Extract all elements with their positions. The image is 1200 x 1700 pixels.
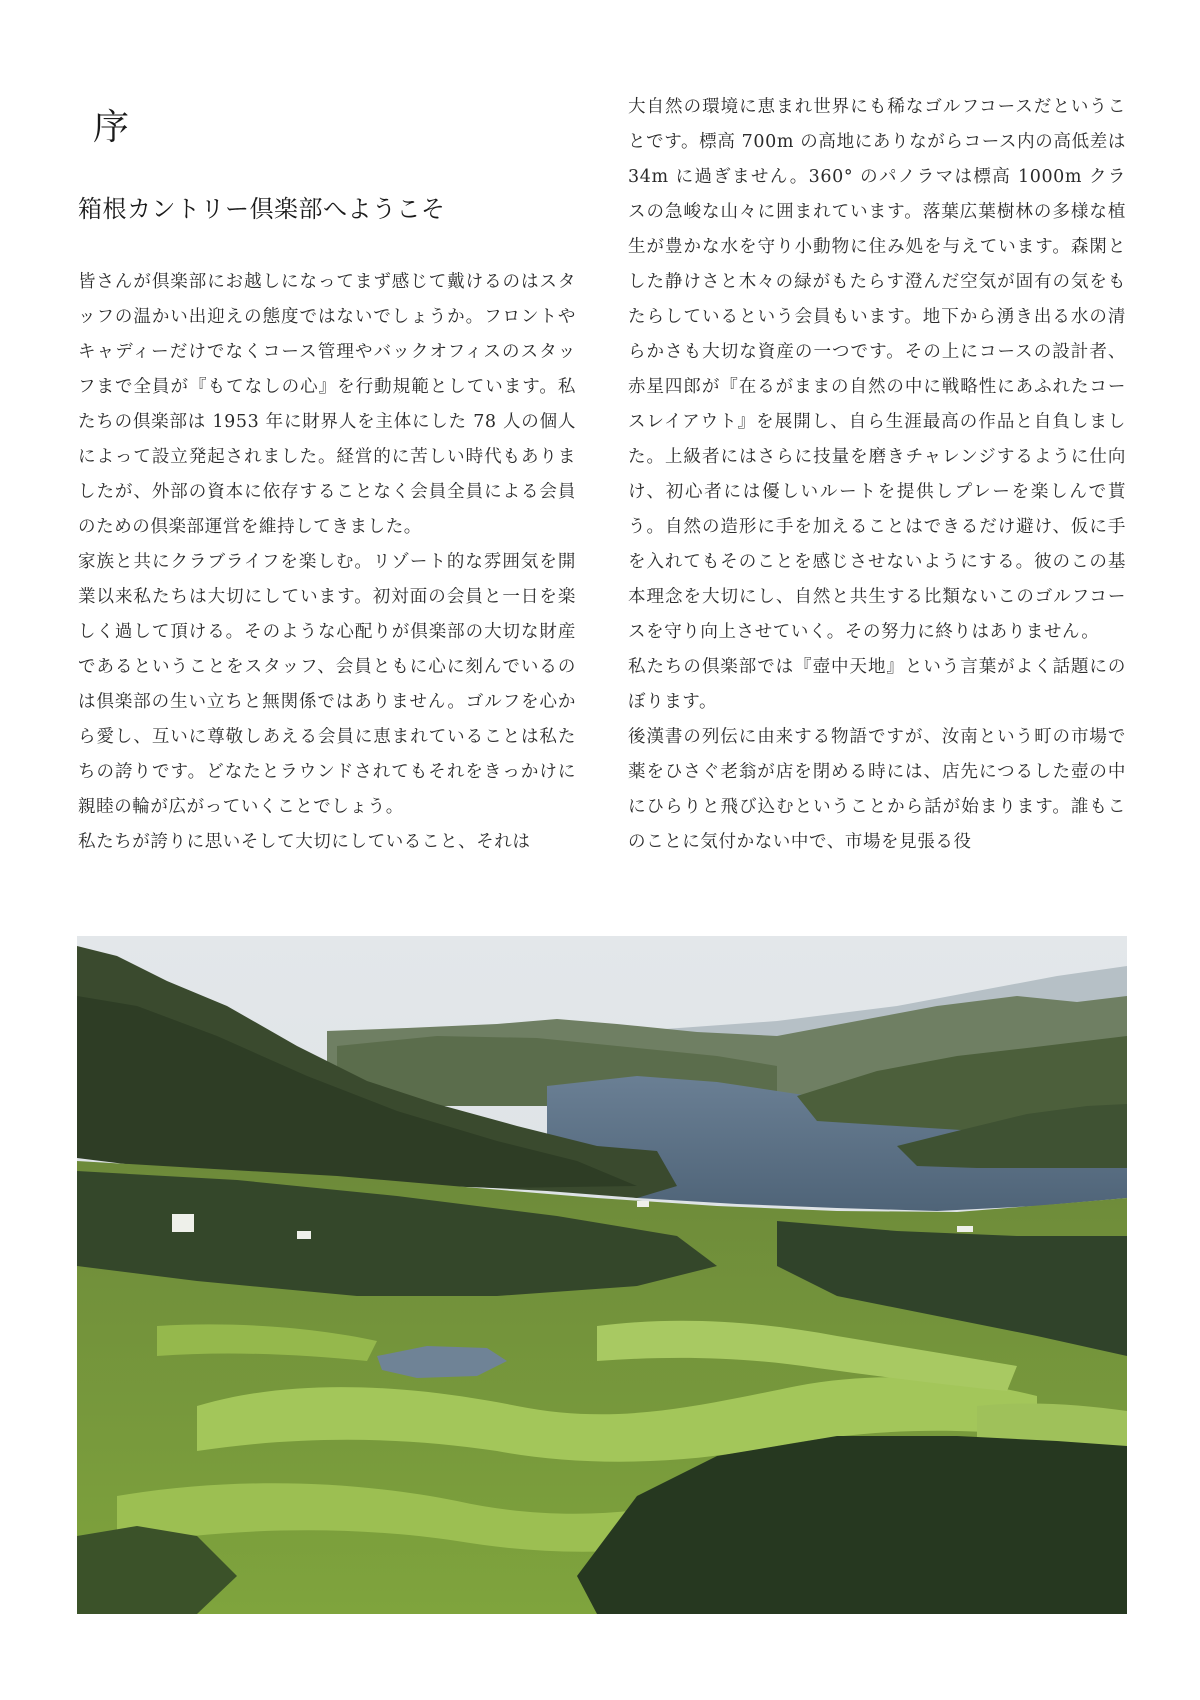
section-heading: 序 xyxy=(93,107,130,148)
right-text-column xyxy=(628,90,1126,860)
paragraph: 後漢書の列伝に由来する物語ですが、汝南という町の市場で薬をひさぐ老翁が店を閉める時には、店先につるした壺の中にひらりと飛び込むということから話が始まります。誰もこのことに気付かない中で、市場を見張る役 xyxy=(628,727,1126,852)
paragraph: 大自然の環境に恵まれ世界にも稀なゴルフコースだということです。標高 700m の高地にありながらコース内の高低差は 34m に過ぎません。360° のパノラマは標高 1000m クラスの急峻な山々に囲まれています。落葉広葉樹林の多様な植生が豊かな水を守り小動物に住み処を与えています。森閑とした静けさと木々の緑がもたらす澄んだ空気が固有の気をもたらしているという会員もいます。地下から湧き出る水の清らかさも大切な資産の一つです。その上にコースの設計者、赤星四郎が『在るがままの自然の中に戦略性にあふれたコースレイアウト』を展開し、自ら生涯最高の作品と自負しました。上級者にはさらに技量を磨きチャレンジするように仕向け、初心者には優しいルートを提供しプレーを楽しんで貰う。自然の造形に手を加えることはできるだけ避け、仮に手を入れてもそのことを感じさせないようにする。彼のこの基本理念を大切にし、自然と共生する比類ないこのゴルフコースを守り向上させていく。その努力に終りはありません。 xyxy=(628,97,1126,642)
paragraph: 皆さんが倶楽部にお越しになってまず感じて戴けるのはスタッフの温かい出迎えの態度ではないでしょうか。フロントやキャディーだけでなくコース管理やバックオフィスのスタッフまで全員が『もてなしの心』を行動規範としています。私たちの倶楽部は 1953 年に財界人を主体にした 78 人の個人によって設立発起されました。経営的に苦しい時代もありましたが、外部の資本に依存することなく会員全員による会員のための倶楽部運営を維持してきました。 xyxy=(78,272,576,537)
landscape-illustration xyxy=(77,936,1127,1614)
landscape-photo xyxy=(77,936,1127,1614)
paragraph: 家族と共にクラブライフを楽しむ。リゾート的な雰囲気を開業以来私たちは大切にしています。初対面の会員と一日を楽しく過して頂ける。そのような心配りが倶楽部の大切な財産であるということをスタッフ、会員ともに心に刻んでいるのは倶楽部の生い立ちと無関係ではありません。ゴルフを心から愛し、互いに尊敬しあえる会員に恵まれていることは私たちの誇りです。どなたとラウンドされてもそれをきっかけに親睦の輪が広がっていくことでしょう。 xyxy=(78,552,576,817)
page-subtitle: 箱根カントリー倶楽部へようこそ xyxy=(78,195,446,223)
paragraph: 私たちの倶楽部では『壺中天地』という言葉がよく話題にのぼります。 xyxy=(628,657,1126,712)
paragraph: 私たちが誇りに思いそして大切にしていること、それは xyxy=(78,832,531,852)
left-text-column xyxy=(78,265,576,860)
